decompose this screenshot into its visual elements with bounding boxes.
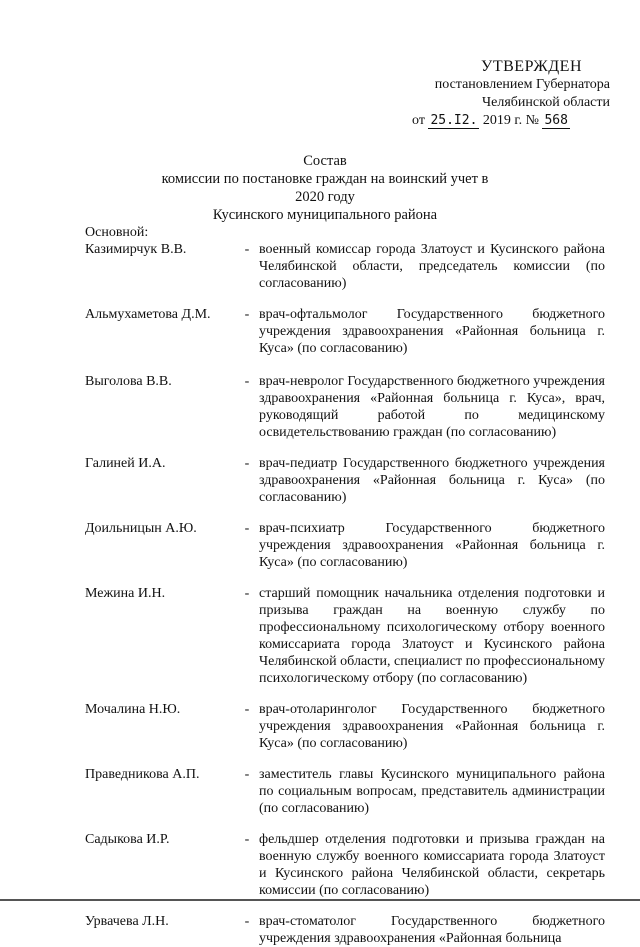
member-name: Мочалина Н.Ю.: [85, 702, 181, 717]
member-name: Казимирчук В.В.: [85, 242, 187, 257]
member-dash: -: [244, 307, 250, 322]
member-row: [85, 766, 605, 817]
title-line-1: Состав: [303, 153, 347, 169]
member-row: [85, 455, 605, 506]
approval-heading: УТВЕРЖДЕН: [481, 58, 582, 75]
member-description: врач-стоматолог Государственного бюджетного учреждения здравоохранения «Районная больница: [259, 914, 605, 946]
section-label: Основной:: [85, 225, 149, 240]
member-dash: -: [244, 767, 250, 782]
member-row: [85, 913, 605, 947]
member-dash: -: [244, 586, 250, 601]
member-name: Галиней И.А.: [85, 456, 166, 471]
member-row: [85, 306, 605, 357]
member-description: врач-офтальмолог Государственного бюджетного учреждения здравоохранения «Районная больница г. Куса» (по согласованию): [259, 307, 605, 356]
year-text: 2019 г. №: [482, 113, 539, 128]
approval-line-1: постановлением Губернатора: [434, 77, 610, 92]
member-description: фельдшер отделения подготовки и призыва граждан на военную службу военного комиссариата города Златоуст и Кусинского района Челябинской области, секретарь комиссии (по согласованию): [259, 832, 605, 898]
member-description: врач-педиатр Государственного бюджетного учреждения здравоохранения «Районная больница г. Куса» (по согласованию): [259, 456, 605, 505]
approval-line-2: Челябинской области: [482, 95, 610, 110]
member-description: военный комиссар города Златоуст и Кусинского района Челябинской области, председатель комиссии (по согласованию): [259, 242, 605, 291]
member-row: [85, 373, 605, 441]
member-dash: -: [244, 456, 250, 471]
member-row: [85, 585, 605, 687]
handwritten-number: 568: [544, 113, 568, 128]
member-description: врач-отоларинголог Государственного бюджетного учреждения здравоохранения «Районная больница г. Куса» (по согласованию): [259, 702, 605, 751]
member-dash: -: [244, 914, 250, 929]
title-line-3: Кусинского муниципального района: [212, 207, 438, 223]
approval-block: [400, 58, 610, 130]
member-name: Межина И.Н.: [85, 586, 166, 601]
member-row: [85, 701, 605, 752]
member-name: Альмухаметова Д.М.: [85, 307, 211, 322]
member-description: врач-психиатр Государственного бюджетного учреждения здравоохранения «Районная больница г. Куса» (по согласованию): [259, 521, 605, 570]
title-line-2: комиссии по постановке граждан на воинский учет в 2020 году: [161, 171, 489, 205]
handwritten-date: 25.I2.: [430, 113, 478, 128]
member-row: [85, 831, 605, 899]
member-name: Выголова В.В.: [85, 374, 172, 389]
member-name: Урвачева Л.Н.: [85, 914, 169, 929]
member-description: заместитель главы Кусинского муниципального района по социальным вопросам, представитель администрации (по согласованию): [259, 767, 605, 816]
member-row: [85, 241, 605, 292]
member-dash: -: [244, 832, 250, 847]
member-dash: -: [244, 374, 250, 389]
document-title: [150, 152, 500, 224]
member-row: [85, 520, 605, 571]
member-list: [85, 224, 605, 947]
approval-date-line: [412, 112, 610, 130]
member-dash: -: [244, 702, 250, 717]
member-dash: -: [244, 242, 250, 257]
member-description: врач-невролог Государственного бюджетного учреждения здравоохранения «Районная больница г. Куса», врач, руководящий работой по медицинскому освидетельствованию граждан (по согласованию): [259, 374, 605, 440]
page-bottom-rule: [0, 899, 640, 901]
member-name: Праведникова А.П.: [85, 767, 200, 782]
member-description: старший помощник начальника отделения подготовки и призыва граждан на военную службу по профессиональному психологическому отбору военного комиссариата города Златоуст и Кусинского района Челябинской области, специалист по профессиональному психологическому отбору (по согласованию): [259, 586, 605, 686]
member-name: Садыкова И.Р.: [85, 832, 170, 847]
member-dash: -: [244, 521, 250, 536]
date-prefix: от: [412, 113, 425, 128]
member-name: Доильницын А.Ю.: [85, 521, 197, 536]
